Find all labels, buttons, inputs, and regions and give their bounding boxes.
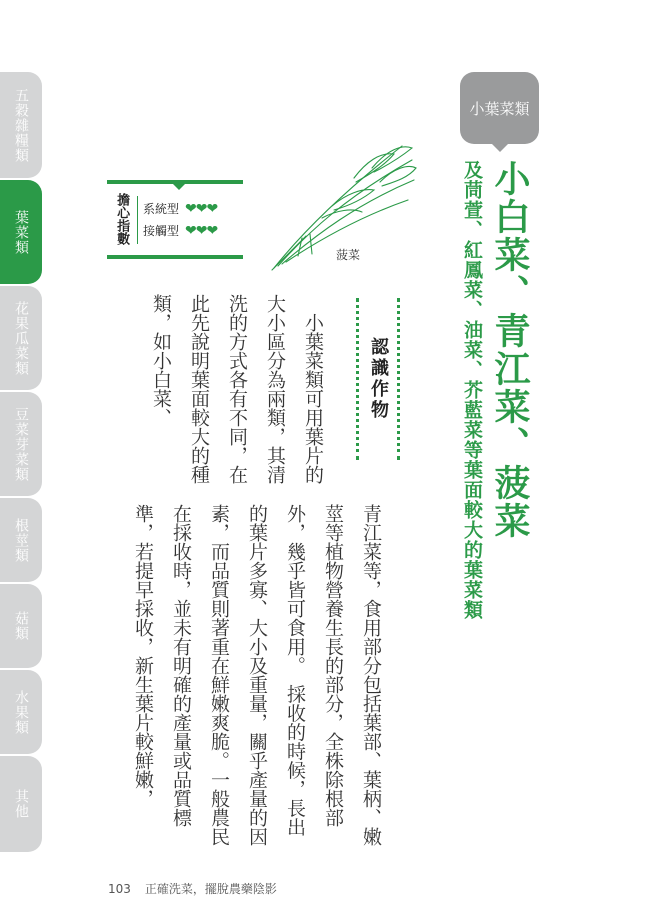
tab-leafy-vegetables[interactable] <box>0 180 42 284</box>
section-heading: 認識作物 <box>368 337 389 421</box>
page-footer <box>108 880 277 897</box>
body-paragraph-1: 小葉菜類可用葉片的大小區分為兩類，其清洗的方式各有不同，在此先說明葉面較大的種類，如小白菜、 <box>150 294 324 484</box>
tab-label: 水果類 <box>13 689 29 735</box>
tab-label: 五穀雜糧類 <box>13 87 29 163</box>
tab-label: 豆菜芽菜類 <box>13 406 29 482</box>
page-subtitle: 及茼萱、紅鳳菜、油菜、芥藍菜等葉面較大的葉菜類 <box>461 160 483 620</box>
badge-pointer <box>492 144 508 152</box>
heart-icons: ❤❤❤ <box>185 200 218 217</box>
tab-others[interactable] <box>0 756 42 852</box>
tab-fruit-vegetables[interactable] <box>0 286 42 390</box>
tab-label: 葉菜類 <box>13 209 29 255</box>
worry-index-title: 擔心指數 <box>114 193 130 245</box>
category-badge <box>460 72 539 144</box>
tab-grains[interactable] <box>0 72 42 178</box>
book-title: 正確洗菜，擺脫農藥陰影 <box>144 882 277 896</box>
worry-bottom-bar <box>107 255 243 259</box>
worry-row-contact <box>143 222 217 239</box>
worry-row-label: 接觸型 <box>143 224 180 238</box>
tab-fruits[interactable] <box>0 670 42 754</box>
section-heading-box <box>356 298 400 460</box>
page-title: 小白菜、青江菜、菠菜 <box>489 160 531 540</box>
tab-root-vegetables[interactable] <box>0 498 42 582</box>
tab-label: 菇類 <box>13 611 29 641</box>
category-badge-label: 小葉菜類 <box>469 99 530 118</box>
tab-label: 根莖類 <box>13 517 29 563</box>
worry-row-systemic <box>143 200 217 217</box>
tab-label: 花果瓜菜類 <box>13 300 29 376</box>
heart-icons: ❤❤❤ <box>185 222 218 239</box>
tab-mushrooms[interactable] <box>0 584 42 668</box>
worry-divider <box>137 196 138 244</box>
tab-bean-sprouts[interactable] <box>0 392 42 496</box>
worry-row-label: 系統型 <box>143 202 180 216</box>
body-paragraph-2: 青江菜等，食用部分包括葉部、葉柄、嫩莖等植物營養生長的部分，全株除根部外，幾乎皆可食用。 採收的時候，長出的葉片多寡、大小及重量，關乎產量的因素，而品質則著重在鮮嫩爽脆。一般農民在採收時，並未有明確的產量或品質標準，若提早採收，新生葉片較鮮嫩， <box>132 504 382 846</box>
page-number: 103 <box>108 882 131 896</box>
worry-index-box <box>107 180 243 259</box>
tab-label: 其他 <box>13 789 29 819</box>
illustration-caption: 菠菜 <box>336 248 361 262</box>
worry-notch <box>173 184 185 190</box>
